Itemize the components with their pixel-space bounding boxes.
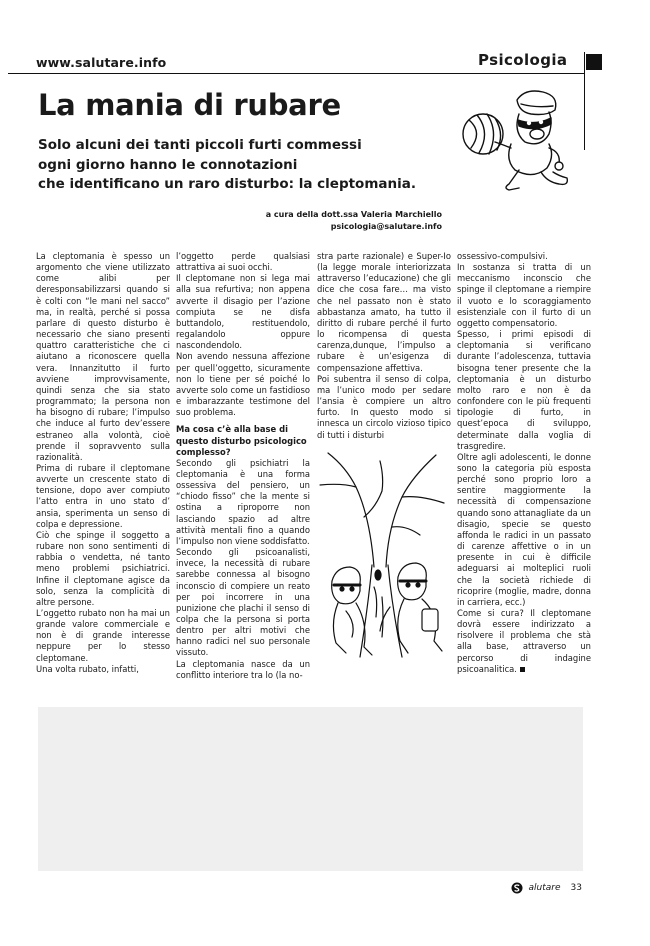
thieves-tree-cartoon-icon (316, 447, 450, 660)
paragraph: Ciò che spinge il soggetto a rubare non sono sentimenti di rabbia o vendetta, né tanto meno problemi psichiatrici. Infine il cleptomane agisce da solo, senza la complicità di altre persone. (36, 529, 170, 607)
page-number: 33 (570, 883, 582, 893)
paragraph: stra parte razionale) e Super-Io (la legge morale interiorizzata attraverso l’educazione) che gli dice che cosa fare… ma visto che nel passato non è stato abbastanza amato, ha tutto il diritto di rubare perché il furto lo ricompensa di questa carenza,dunque, l’impulso a rubare è un’esigenza di compensazione affettiva. (317, 251, 451, 373)
paragraph: Oltre agli adolescenti, le donne sono la categoria più esposta perché sono proprio loro a sentire maggiormente la necessità di compensazione quando sono attanagliate da un disagio, specie se questo affonda le radici in un passato di carenze affettive o in un presente in cui è difficile adeguarsi ai molteplici ruoli che la società richiede di ricoprire (moglie, madre, donna in carriera, ecc.) (457, 451, 591, 607)
paragraph: Poi subentra il senso di colpa, ma l’unico modo per sedare l’ansia è compiere un altro furto. In questo modo si innesca un circolo vizioso tipico di tutti i disturbi (317, 373, 451, 440)
paragraph (457, 608, 591, 675)
page-footer (511, 882, 582, 894)
paragraph: In sostanza si tratta di un meccanismo inconscio che spinge il cleptomane a riempire il vuoto e lo scoraggiamento esistenziale con il furto di un oggetto compensatorio. (457, 262, 591, 328)
byline-author: a cura della dott.ssa Valeria Marchiello (265, 210, 442, 219)
paragraph: l’oggetto perde qualsiasi attrattiva ai suoi occhi. (176, 251, 310, 273)
salutare-logo-icon (511, 882, 523, 894)
paragraph: Secondo gli psicoanalisti, invece, la necessità di rubare sarebbe connessa al bisogno inconscio di compiere un reato per poi incorrere in una punizione che plachi il senso di colpa che la persona si porta dentro per altri motivi che hanno radici nel suo personale vissuto. (176, 547, 310, 658)
header-rule (8, 73, 584, 74)
thief-cartoon-icon (455, 86, 581, 194)
section-heading: Ma cosa c’è alla base di questo disturbo psicologico complesso? (176, 424, 307, 457)
text-column-4 (457, 251, 591, 675)
paragraph: La cleptomania nasce da un conflitto interiore tra lo (la no- (176, 658, 310, 680)
site-url[interactable]: www.salutare.info (36, 55, 167, 70)
paragraph: Una volta rubato, infatti, (36, 663, 139, 674)
subtitle-line: ogni giorno hanno le connotazioni (38, 156, 298, 173)
article-title: La mania di rubare (38, 88, 341, 122)
text-column-2 (176, 251, 310, 681)
subtitle-line: che identificano un raro disturbo: la cleptomania. (38, 176, 416, 192)
end-mark-icon (520, 667, 525, 672)
paragraph: L’oggetto rubato non ha mai un grande valore commerciale e non è di grande interesse neppure per lo stesso cleptomane. (36, 608, 170, 663)
article-subtitle (38, 136, 458, 195)
ad-placeholder (38, 707, 583, 871)
byline (266, 209, 442, 233)
paragraph: Prima di rubare il cleptomane avverte un crescente stato di tensione, dopo aver compiuto l’atto entra in uno stato d’ ansia, sperimenta un senso di colpa e depressione. (36, 462, 170, 529)
subtitle-line: Solo alcuni dei tanti piccoli furti commessi (38, 137, 362, 153)
paragraph: Non avendo nessuna affezione per quell’oggetto, sicuramente non lo tiene per sé poiché lo avverte solo come un fastidioso e imbarazzante testimone del suo problema. (176, 351, 310, 418)
paragraph: ossessivo-compulsivi. (457, 251, 548, 261)
paragraph-text: Come si cura? Il cleptomane dovrà essere indirizzato a risolvere il problema che stà alla base, attraverso un percorso di indagine psicoanalitica. (457, 608, 591, 674)
section-label: Psicologia (478, 51, 568, 69)
paragraph: Secondo gli psichiatri la cleptomania è una forma ossessiva del pensiero, un “chiodo fisso” che la mente si ostina a riproporre non lasciando spazio ad altre attività mentali fino a quando l’impulso non viene soddisfatto. (176, 457, 310, 546)
text-column-1 (36, 251, 170, 675)
byline-email[interactable]: psicologia@salutare.info (330, 222, 442, 231)
text-column-3 (317, 251, 451, 441)
paragraph: Spesso, i primi episodi di cleptomania si verificano durante l’adolescenza, tuttavia bisogna tener presente che la cleptomania è un disturbo molto raro e non è da confondere con le più frequenti tipologie di furto, in quest’epoca di sviluppo, determinate dalla voglia di trasgredire. (457, 329, 591, 451)
paragraph: La cleptomania è spesso un argomento che viene utilizzato come alibi per deresponsabilizzarsi quando si è colti con “le mani nel sacco” ma, in realtà, perché si possa parlare di questo disturbo è necessario che siano presenti quattro caratteristiche che ci aiutano a riconoscere quella vera. Innanzitutto il furto avviene improvvisamente, quindi senza che sia stato programmato; la persona non ha bisogno di rubare; l’impulso che induce al furto dev’essere estraneo alla volontà, cioè prende il sopravvento sulla razionalità. (36, 251, 170, 462)
section-marker (586, 54, 602, 70)
paragraph: Il cleptomane non si lega mai alla sua refurtiva; non appena avverte il disagio per l’azione compiuta se ne disfa buttandolo, restituendolo, regalandolo oppure nascondendolo. (176, 273, 310, 351)
side-rule (584, 52, 585, 150)
footer-brand: alutare (528, 883, 561, 893)
